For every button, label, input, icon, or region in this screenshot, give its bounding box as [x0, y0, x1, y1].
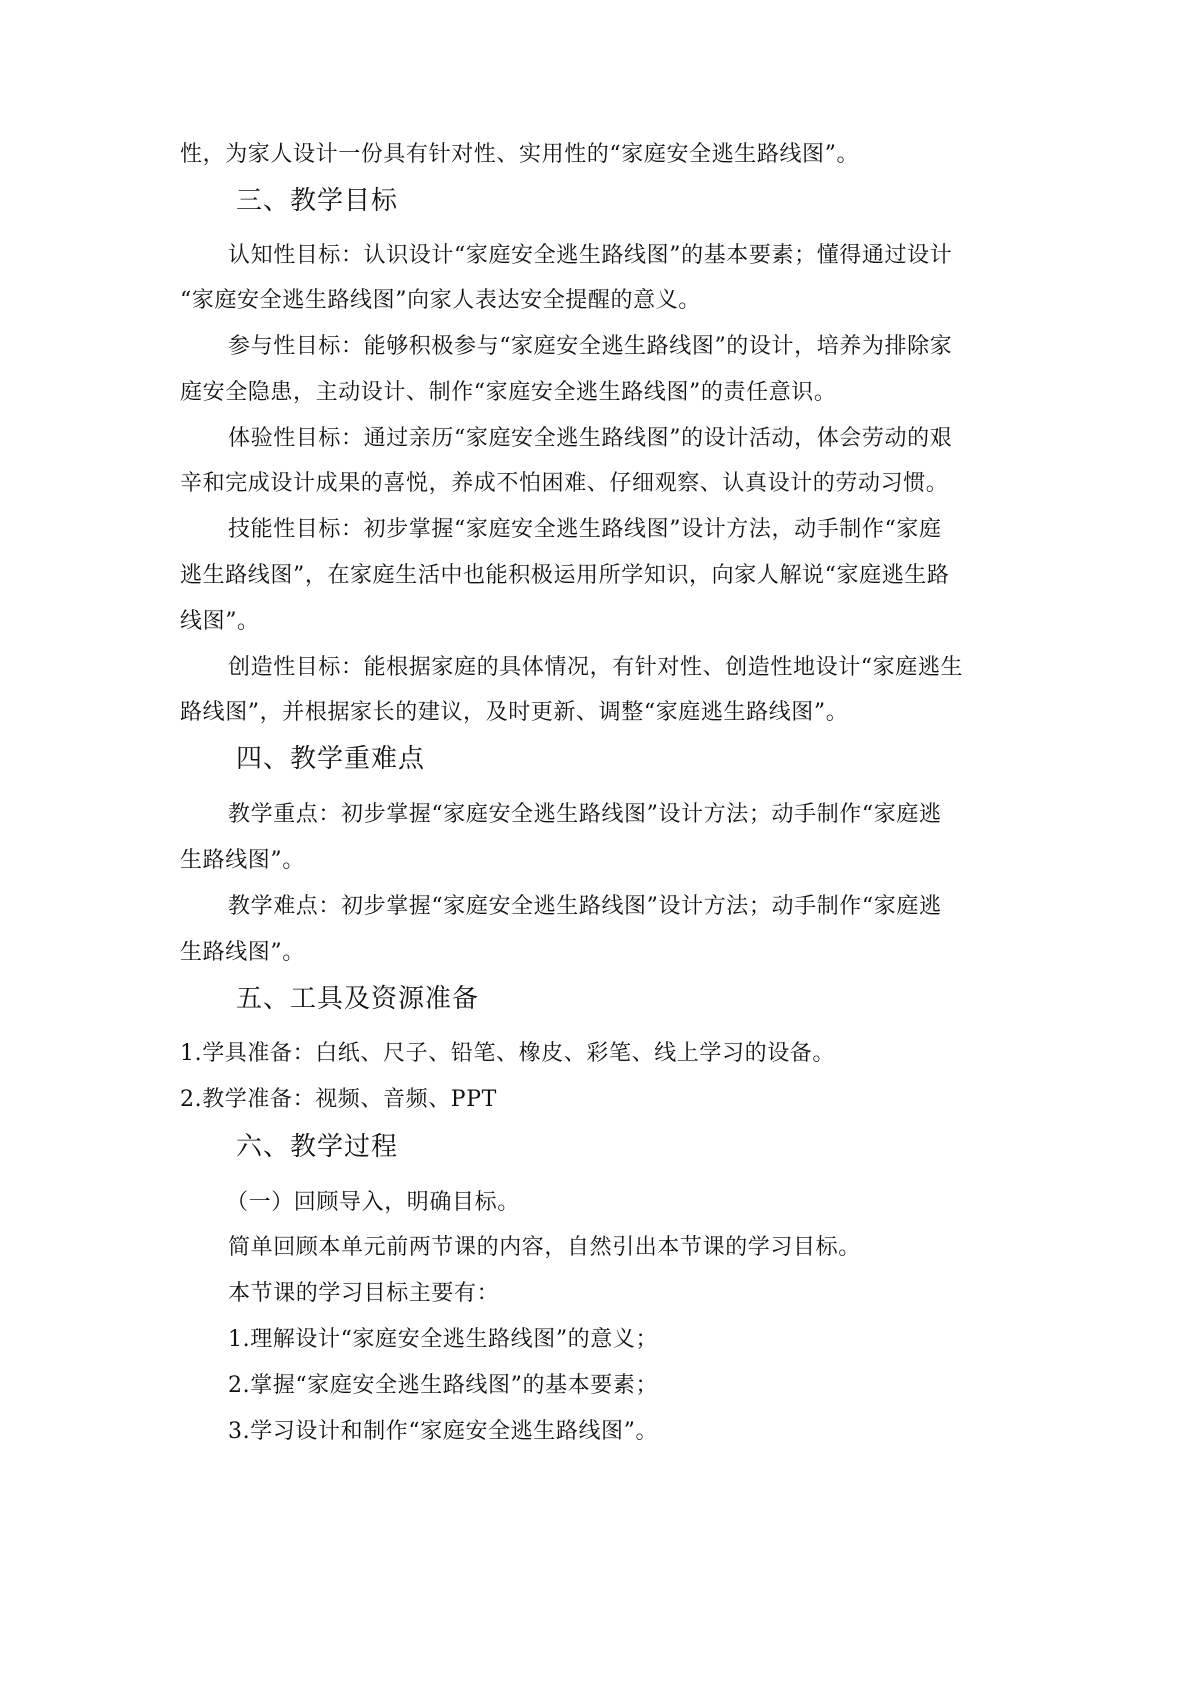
paragraph-experience-goal-line-1: 体验性目标：通过亲历“家庭安全逃生路线图”的设计活动，体会劳动的艰	[228, 426, 953, 451]
list-item-goal-3: 3.学习设计和制作“家庭安全逃生路线图”。	[228, 1419, 659, 1444]
section-heading-key-difficult-points: 四、教学重难点	[236, 744, 426, 774]
paragraph-review-summary: 简单回顾本单元前两节课的内容，自然引出本节课的学习目标。	[228, 1235, 861, 1260]
section-heading-tools-resources: 五、工具及资源准备	[236, 984, 480, 1014]
section-heading-teaching-objectives: 三、教学目标	[236, 186, 399, 216]
paragraph-experience-goal-line-2: 辛和完成设计成果的喜悦，养成不怕困难、仔细观察、认真设计的劳动习惯。	[180, 471, 949, 496]
intro-continuation-line: 性，为家人设计一份具有针对性、实用性的“家庭安全逃生路线图”。	[180, 142, 860, 167]
paragraph-creativity-goal-line-2: 路线图”，并根据家长的建议，及时更新、调整“家庭逃生路线图”。	[180, 700, 849, 725]
paragraph-cognitive-goal-line-1: 认知性目标：认识设计“家庭安全逃生路线图”的基本要素；懂得通过设计	[228, 243, 953, 268]
paragraph-cognitive-goal-line-2: “家庭安全逃生路线图”向家人表达安全提醒的意义。	[180, 288, 701, 313]
paragraph-key-point-line-2: 生路线图”。	[180, 848, 305, 873]
paragraph-creativity-goal-line-1: 创造性目标：能根据家庭的具体情况，有针对性、创造性地设计“家庭逃生	[228, 655, 964, 680]
paragraph-participation-goal-line-1: 参与性目标：能够积极参与“家庭安全逃生路线图”的设计，培养为排除家	[228, 334, 953, 359]
paragraph-skill-goal-line-1: 技能性目标：初步掌握“家庭安全逃生路线图”设计方法，动手制作“家庭	[228, 517, 942, 542]
list-item-goal-2: 2.掌握“家庭安全逃生路线图”的基本要素；	[228, 1373, 659, 1398]
paragraph-participation-goal-line-2: 庭安全隐患，主动设计、制作“家庭安全逃生路线图”的责任意识。	[180, 380, 837, 405]
paragraph-difficult-point-line-1: 教学难点：初步掌握“家庭安全逃生路线图”设计方法；动手制作“家庭逃	[228, 894, 942, 919]
list-item-teaching-materials: 2.教学准备：视频、音频、PPT	[180, 1087, 497, 1112]
list-item-student-tools: 1.学具准备：白纸、尺子、铅笔、橡皮、彩笔、线上学习的设备。	[180, 1041, 835, 1066]
paragraph-skill-goal-line-3: 线图”。	[180, 609, 260, 634]
paragraph-goals-intro: 本节课的学习目标主要有：	[228, 1281, 500, 1306]
list-item-goal-1: 1.理解设计“家庭安全逃生路线图”的意义；	[228, 1327, 659, 1352]
paragraph-skill-goal-line-2: 逃生路线图”，在家庭生活中也能积极运用所学知识，向家人解说“家庭逃生路	[180, 563, 950, 588]
section-heading-teaching-process: 六、教学过程	[236, 1132, 399, 1162]
paragraph-difficult-point-line-2: 生路线图”。	[180, 940, 305, 965]
paragraph-key-point-line-1: 教学重点：初步掌握“家庭安全逃生路线图”设计方法；动手制作“家庭逃	[228, 802, 942, 827]
subsection-heading-review-intro: （一）回顾导入，明确目标。	[226, 1190, 520, 1215]
